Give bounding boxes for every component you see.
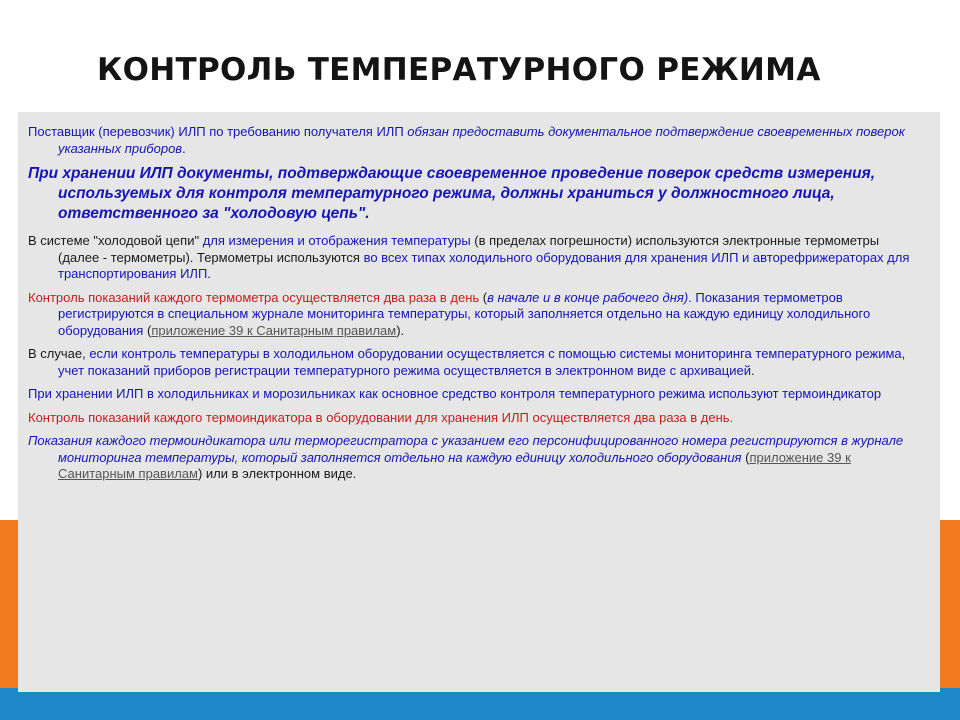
text-span: . [182,140,186,156]
text-span: Показания каждого термоиндикатора или терморегистратора с указанием его персонифицированного номера регистрируются в журнале мониторинга температуры, который заполняется отдельно на каждую единицу холодильного оборудования [28,433,904,465]
text-span: ( [143,322,152,338]
text-span: Поставщик (перевозчик) ИЛП [28,124,210,139]
text-span: если контроль температуры в холодильном оборудовании осуществляется с помощью системы мониторинга температурного режима, учет показаний приборов регистрации температурного режима осуществляется в электронном виде с архивацией [58,346,906,378]
text-span: ). [396,322,405,338]
decor-orange-right-bar [938,520,960,688]
paragraph-monitoring-system [28,346,922,379]
paragraph-thermometer-control [28,290,922,340]
text-span: . Показания термометров регистрируются в специальном журнале мониторинга температуры, который заполняется отдельно на каждую единицу холодильного оборудования [58,289,871,338]
paragraph-thermoindicator-registration [28,433,922,483]
text-span: (в пределах погрешности) используются электронные термометры (далее - термометры). Термометры используются [58,233,880,265]
text-span: Контроль показаний каждого термоиндикатора в оборудовании для хранения ИЛП осуществляется два раза в день. [28,409,734,425]
text-span: При хранении ИЛП в холодильниках и морозильниках как основное средство контроля температурного режима используют термоиндикатор [28,386,882,401]
decor-blue-bottom-bar [0,688,960,720]
text-span: . [207,266,211,281]
text-span: . [750,362,755,378]
paragraph-thermoindicator-usage [28,386,922,403]
text-span: Контроль показаний каждого термометра осуществляется два раза в день [28,289,480,305]
text-span: в начале и в конце рабочего дня) [487,289,689,305]
appendix-39-link[interactable]: приложение 39 к Санитарным правилам [58,449,851,481]
text-span: В случае, [28,346,90,361]
text-span: по требованию получателя ИЛП [209,124,408,139]
text-span: При хранении ИЛП документы, подтверждающие своевременное проведение поверок средств измерения, используемых для контроля температурного режима, должны храниться у должностного лица, ответственного за "холодовую цепь". [28,165,876,222]
paragraph-thermoindicator-control [28,410,922,427]
text-span: для измерения и отображения температуры [202,233,471,248]
slide-title: КОНТРОЛЬ ТЕМПЕРАТУРНОГО РЕЖИМА [97,52,821,88]
paragraph-cold-chain-thermometers [28,233,922,283]
text-span: ( [479,289,488,305]
appendix-39-link[interactable]: приложение 39 к Санитарным правилам [151,322,397,338]
text-span: ( [741,449,750,465]
text-span: В системе "холодовой цепи" [28,233,203,248]
text-span: обязан предоставить документальное подтверждение своевременных поверок указанных приборов [58,124,905,156]
text-span: ) или в электронном виде. [197,466,357,481]
paragraph-documents-storage [28,164,922,224]
text-span: во всех типах холодильного оборудования для хранения ИЛП и авторефрижераторах для транспортирования ИЛП [58,249,910,281]
paragraph-supplier [28,124,922,157]
content-panel [18,112,940,692]
